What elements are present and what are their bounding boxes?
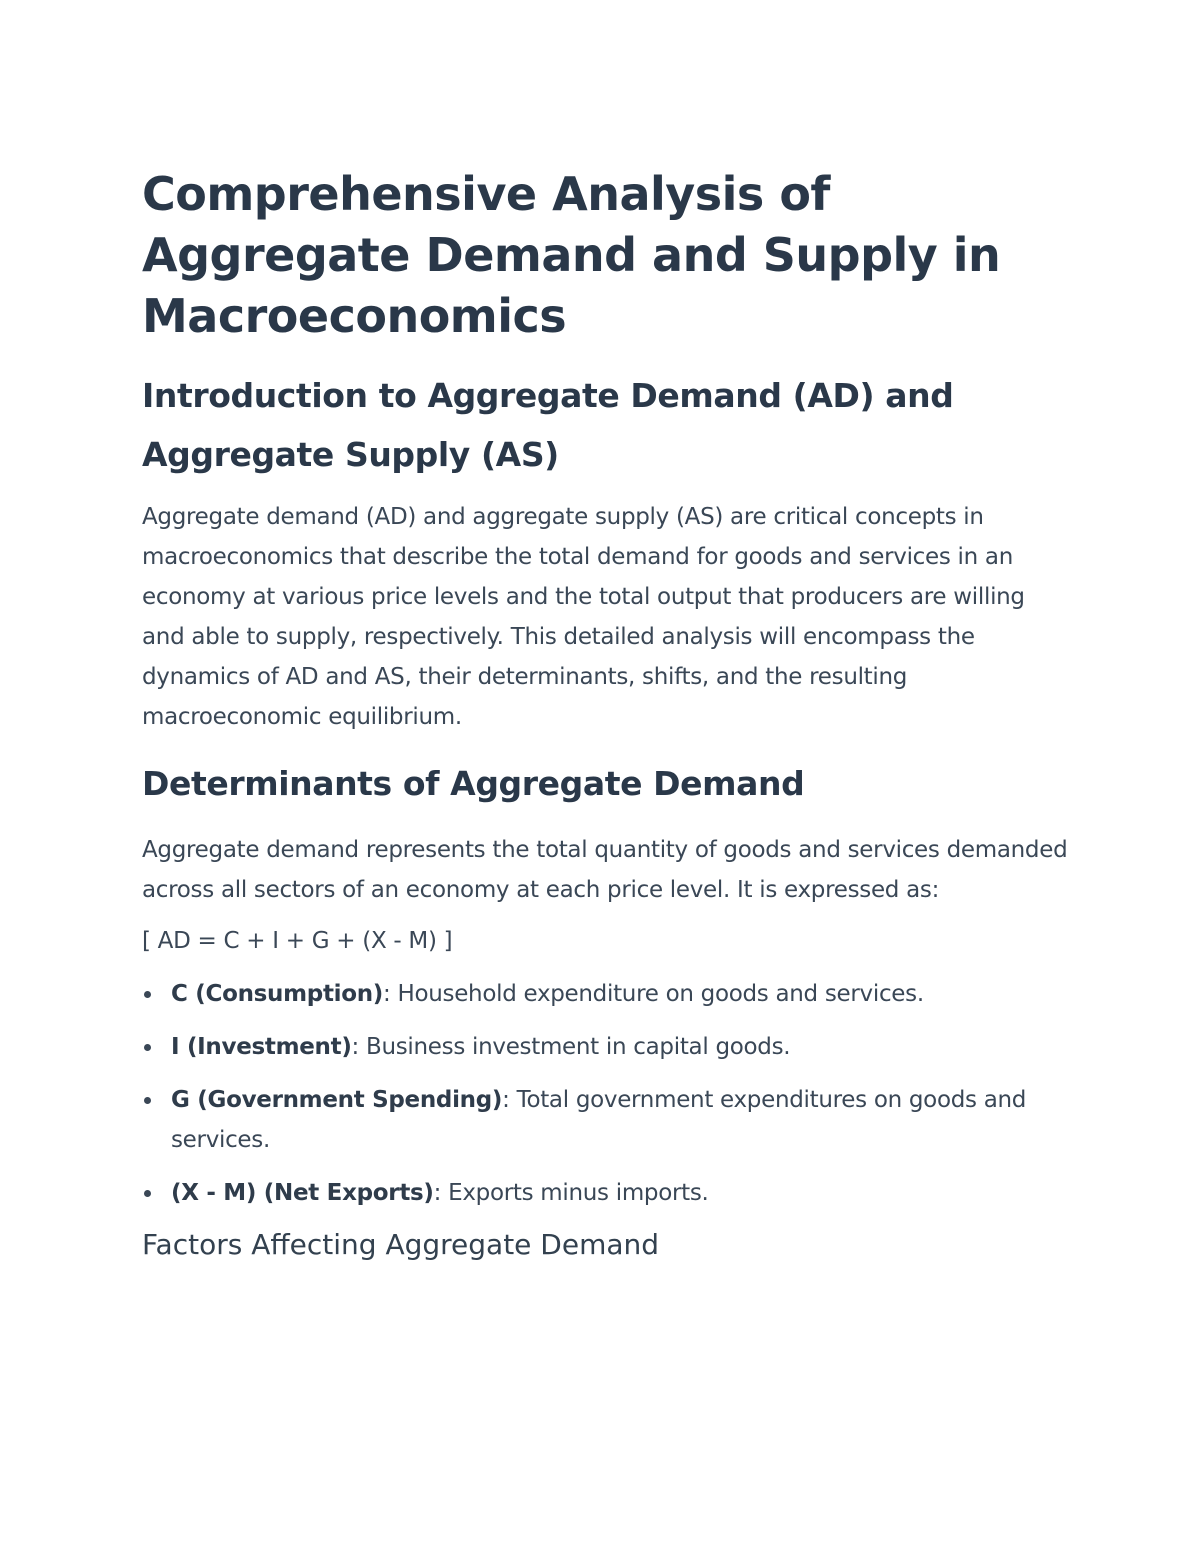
list-item-description: : Business investment in capital goods. — [351, 1034, 791, 1060]
list-item-term: G (Government Spending) — [171, 1087, 503, 1113]
bullet-icon — [144, 991, 151, 998]
section-heading-determinants: Determinants of Aggregate Demand — [142, 764, 805, 803]
determinants-paragraph: Aggregate demand represents the total quantity of goods and services demanded across all sectors of an economy at each price level. It is expressed as: — [142, 837, 1068, 903]
introduction-paragraph: Aggregate demand (AD) and aggregate supply (AS) are critical concepts in macroeconomics that describe the total demand for goods and services in an economy at various price levels and the total output that producers are willing and able to supply, respectively. This detailed analysis will encompass the dynamics of AD and AS, their determinants, shifts, and the resulting macroeconomic equilibrium. — [142, 504, 1025, 730]
list-item-description: : Total government expenditures on goods and services. — [171, 1087, 1027, 1153]
list-item-term: C (Consumption) — [171, 981, 384, 1007]
document-title: Comprehensive Analysis of Aggregate Demand and Supply in Macroeconomics — [142, 167, 1001, 343]
bullet-icon — [144, 1190, 151, 1197]
ad-components-list — [142, 974, 1072, 1213]
list-item-description: : Household expenditure on goods and services. — [383, 981, 924, 1007]
section-heading-introduction: Introduction to Aggregate Demand (AD) and Aggregate Supply (AS) — [142, 376, 954, 474]
ad-formula: [ AD = C + I + G + (X - M) ] — [142, 928, 453, 954]
list-item — [142, 1173, 1072, 1213]
bullet-icon — [144, 1097, 151, 1104]
list-item-description: : Exports minus imports. — [433, 1180, 709, 1206]
list-item — [142, 974, 1072, 1014]
list-item-term: I (Investment) — [171, 1034, 352, 1060]
bullet-icon — [144, 1044, 151, 1051]
list-item-term: (X - M) (Net Exports) — [171, 1180, 434, 1206]
subheading-factors: Factors Affecting Aggregate Demand — [142, 1228, 660, 1261]
document-page — [142, 164, 1072, 1265]
list-item — [142, 1027, 1072, 1067]
list-item — [142, 1080, 1072, 1160]
